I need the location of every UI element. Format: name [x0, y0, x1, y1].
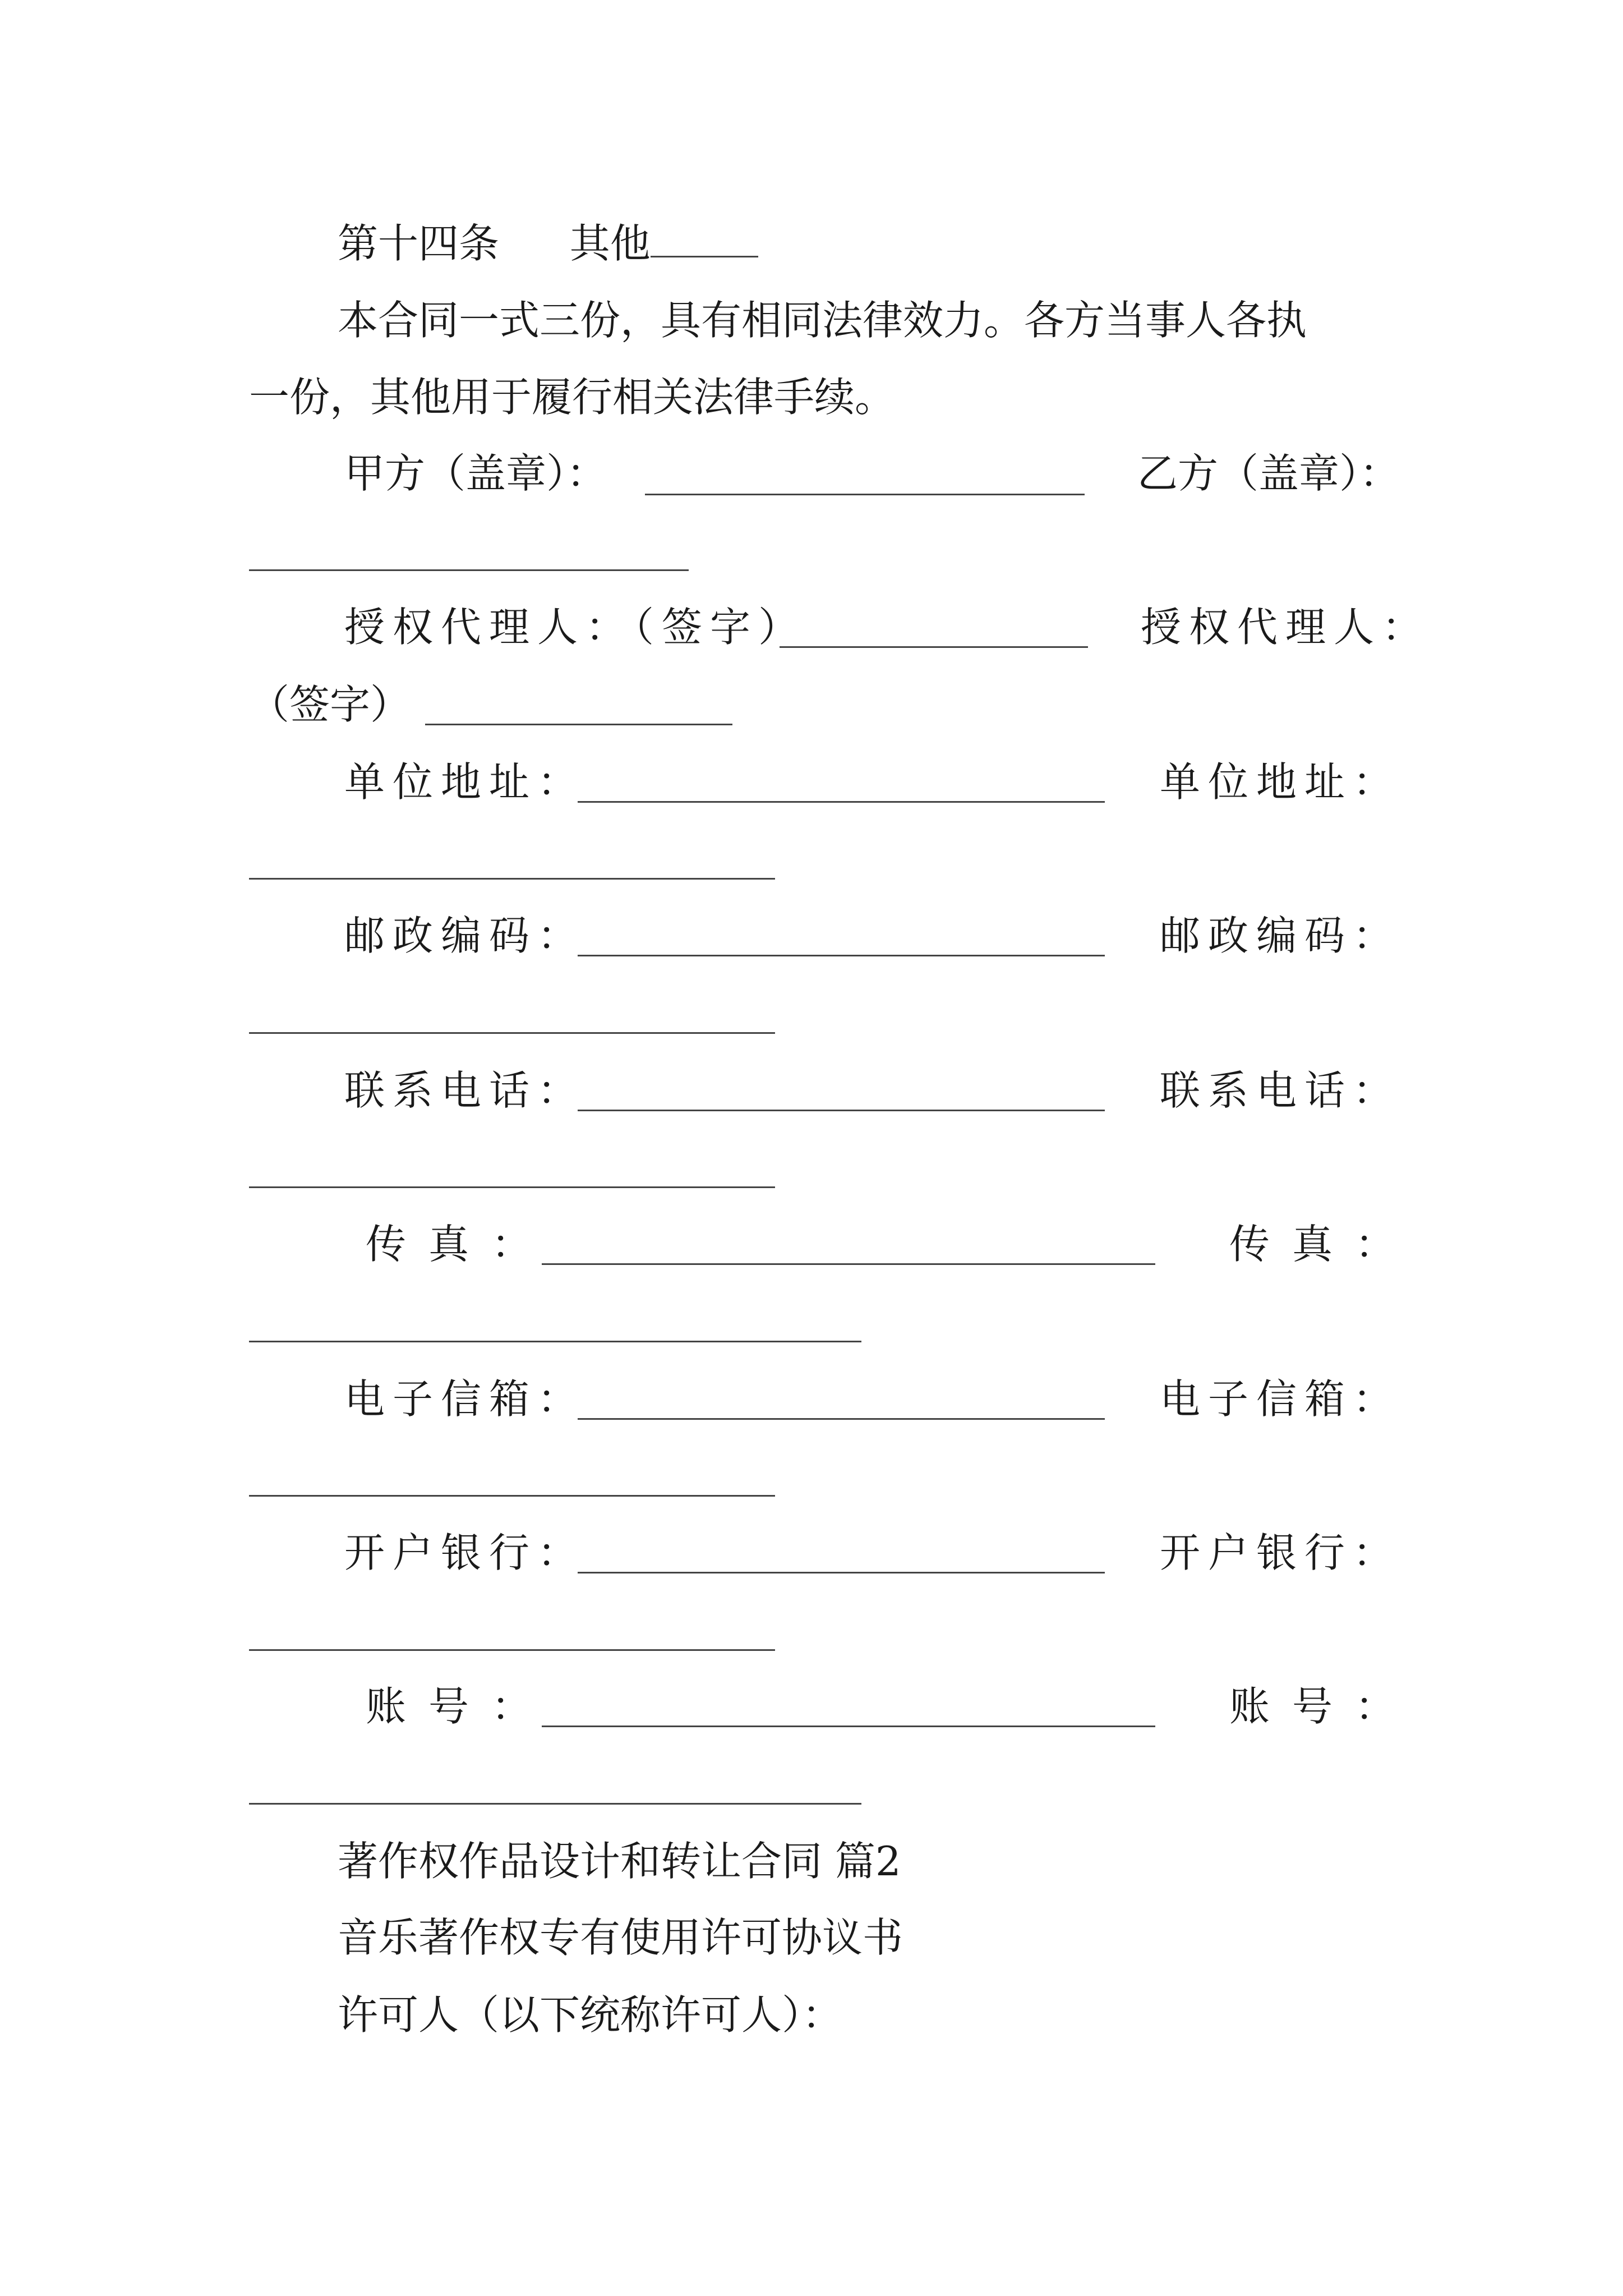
address-b-label: 单位地址：	[1160, 758, 1401, 806]
bank-a-label: 开户银行：	[344, 1529, 586, 1576]
bank-b-label: 开户银行：	[1160, 1529, 1401, 1576]
agent-b-line	[425, 724, 732, 725]
email-b-line	[249, 1495, 775, 1497]
agent-b-sign-label: （签字）	[249, 681, 411, 728]
phone-b-line	[249, 1186, 775, 1188]
phone-a-line	[578, 1110, 1105, 1111]
party-a-seal-line	[645, 494, 1085, 495]
document-title: 音乐著作权专有使用许可协议书	[338, 1914, 903, 1961]
fax-b-line	[249, 1341, 861, 1342]
agent-a-line	[780, 646, 1088, 648]
paragraph-line-1: 本合同一式三份，具有相同法律效力。各方当事人各执	[338, 297, 1307, 344]
account-a-label: 账号：	[366, 1683, 555, 1730]
email-a-line	[578, 1418, 1105, 1420]
account-b-line	[249, 1803, 861, 1805]
licensor-label: 许可人（以下统称许可人）：	[338, 1991, 843, 2039]
postcode-b-label: 邮政编码：	[1160, 912, 1401, 959]
email-b-label: 电子信箱：	[1160, 1375, 1401, 1423]
phone-b-label: 联系电话：	[1160, 1067, 1401, 1114]
fax-b-label: 传真：	[1229, 1221, 1418, 1268]
postcode-b-line	[249, 1032, 775, 1034]
party-b-seal-label: 乙方（盖章）：	[1137, 450, 1400, 497]
email-a-label: 电子信箱：	[344, 1375, 586, 1423]
party-a-seal-label: 甲方（盖章）：	[344, 450, 607, 497]
fax-a-line	[542, 1263, 1155, 1265]
section-title: 著作权作品设计和转让合同 篇2	[338, 1838, 901, 1885]
account-a-line	[542, 1726, 1155, 1727]
phone-a-label: 联系电话：	[344, 1067, 586, 1114]
postcode-a-line	[578, 955, 1105, 956]
bank-b-line	[249, 1649, 775, 1651]
paragraph-line-2: 一份，其他用于履行相关法律手续。	[249, 374, 896, 421]
address-a-line	[578, 801, 1105, 803]
article-number: 第十四条	[338, 220, 500, 267]
bank-a-line	[578, 1572, 1105, 1573]
agent-b-label: 授权代理人：	[1141, 604, 1431, 651]
article-heading	[338, 220, 758, 267]
account-b-label: 账号：	[1229, 1683, 1418, 1730]
postcode-a-label: 邮政编码：	[344, 912, 586, 959]
article-title-blank	[651, 256, 758, 257]
agent-a-label: 授权代理人：（签字）	[344, 604, 807, 651]
address-b-line	[249, 878, 775, 880]
address-a-label: 单位地址：	[344, 758, 586, 806]
article-title: 其他	[569, 220, 651, 267]
party-b-seal-line	[249, 569, 689, 571]
fax-a-label: 传真：	[366, 1221, 555, 1268]
